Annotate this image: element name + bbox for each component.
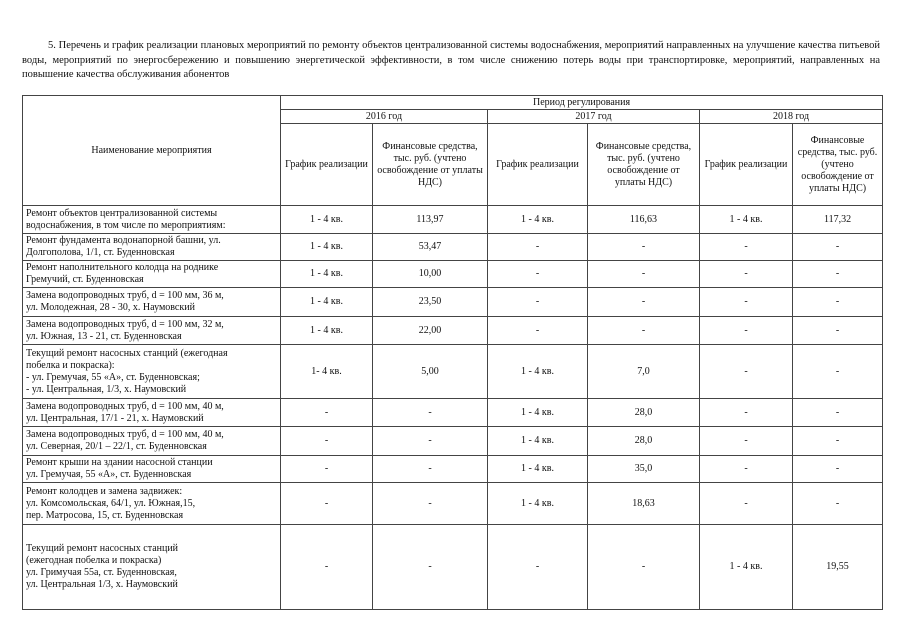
finance-2016-cell: -	[373, 483, 488, 525]
header-year-2016: 2016 год	[281, 110, 488, 124]
finance-2018-cell: -	[793, 427, 883, 456]
schedule-2017-cell: -	[488, 288, 588, 317]
measure-name-line: Замена водопроводных труб, d = 100 мм, 36 м,	[26, 290, 224, 301]
schedule-2017-cell: 1 - 4 кв.	[488, 206, 588, 234]
finance-2017-cell: 28,0	[588, 427, 700, 456]
schedule-2018-cell: -	[700, 399, 793, 427]
finance-2017-cell: 18,63	[588, 483, 700, 525]
finance-2016-cell: -	[373, 427, 488, 456]
measure-name-line: Ремонт наполнительного колодца на роднике	[26, 262, 219, 273]
schedule-2018-cell: -	[700, 427, 793, 456]
schedule-2016-cell: -	[281, 456, 373, 483]
header-schedule-2016: График реализации	[281, 124, 373, 206]
header-schedule-2018: График реализации	[700, 124, 793, 206]
finance-2017-cell: 35,0	[588, 456, 700, 483]
table-body	[23, 206, 883, 610]
measure-name-line: Ремонт колодцев и замена задвижек:	[26, 485, 183, 497]
header-year-2017: 2017 год	[488, 110, 700, 124]
intro-paragraph	[22, 39, 880, 83]
measure-name-cell	[23, 427, 281, 456]
finance-2018-cell: -	[793, 261, 883, 288]
table-row	[23, 399, 883, 427]
measure-name-cell	[23, 234, 281, 261]
table-row	[23, 345, 883, 399]
measure-name-line: (ежегодная побелка и покраска)	[26, 555, 162, 566]
finance-2018-cell: 117,32	[793, 206, 883, 234]
finance-2018-cell: -	[793, 345, 883, 399]
schedule-2017-cell: 1 - 4 кв.	[488, 399, 588, 427]
measure-name-cell	[23, 525, 281, 610]
schedule-2016-cell: -	[281, 525, 373, 610]
finance-2016-cell: -	[373, 525, 488, 610]
finance-2017-cell: -	[588, 317, 700, 345]
measure-name-line: Ремонт объектов централизованной системы	[26, 207, 218, 219]
measure-name-line: ул. Северная, 20/1 – 22/1, ст. Буденновская	[26, 441, 207, 452]
table-row	[23, 427, 883, 456]
table-row	[23, 234, 883, 261]
finance-2017-cell: 28,0	[588, 399, 700, 427]
measure-name-cell	[23, 345, 281, 399]
measure-name-line: водоснабжения, в том числе по мероприятиям:	[26, 219, 226, 231]
measure-name-line: Гремучий, ст. Буденновская	[26, 274, 144, 285]
finance-2016-cell: -	[373, 456, 488, 483]
measure-name-line: Долгополова, 1/1, ст. Буденновская	[26, 247, 175, 258]
schedule-2018-cell: -	[700, 234, 793, 261]
schedule-2016-cell: 1- 4 кв.	[281, 345, 373, 399]
schedule-2016-cell: -	[281, 483, 373, 525]
measure-name-cell	[23, 288, 281, 317]
measures-table	[22, 95, 883, 610]
table-row	[23, 288, 883, 317]
schedule-2016-cell: -	[281, 427, 373, 456]
finance-2018-cell: -	[793, 234, 883, 261]
finance-2017-cell: -	[588, 234, 700, 261]
measure-name-cell	[23, 317, 281, 345]
header-schedule-2017: График реализации	[488, 124, 588, 206]
schedule-2017-cell: 1 - 4 кв.	[488, 456, 588, 483]
measure-name-line: - ул. Центральная, 1/3, х. Наумовский	[26, 383, 187, 395]
schedule-2017-cell: -	[488, 261, 588, 288]
finance-2018-cell: 19,55	[793, 525, 883, 610]
schedule-2018-cell: -	[700, 456, 793, 483]
schedule-2017-cell: -	[488, 525, 588, 610]
header-year-2018: 2018 год	[700, 110, 883, 124]
measure-name-line: Ремонт фундамента водонапорной башни, ул.	[26, 235, 221, 246]
finance-2016-cell: 5,00	[373, 345, 488, 399]
finance-2018-cell: -	[793, 288, 883, 317]
header-measure-name: Наименование мероприятия	[23, 96, 281, 206]
table-row	[23, 206, 883, 234]
finance-2018-cell: -	[793, 399, 883, 427]
table-row	[23, 317, 883, 345]
header-finance-2017: Финансовые средства, тыс. руб. (учтено освобождение от уплаты НДС)	[588, 124, 700, 206]
schedule-2016-cell: 1 - 4 кв.	[281, 288, 373, 317]
schedule-2018-cell: -	[700, 288, 793, 317]
schedule-2018-cell: -	[700, 317, 793, 345]
measure-name-line: ул. Молодежная, 28 - 30, х. Наумовский	[26, 302, 195, 313]
schedule-2017-cell: -	[488, 234, 588, 261]
finance-2016-cell: -	[373, 399, 488, 427]
table-row	[23, 525, 883, 610]
measure-name-line: Замена водопроводных труб, d = 100 мм, 40 м,	[26, 400, 224, 412]
measure-name-cell	[23, 483, 281, 525]
finance-2016-cell: 53,47	[373, 234, 488, 261]
measure-name-line: Текущий ремонт насосных станций	[26, 543, 179, 554]
measure-name-line: Ремонт крыши на здании насосной станции	[26, 457, 213, 468]
measure-name-line: побелка и покраска):	[26, 359, 115, 371]
intro-text: 5. Перечень и график реализации плановых мероприятий по ремонту объектов централизованной системы водоснабжения, мероприятий направленных на улучшение качества питьевой воды, мероприятий по энергосбережению и повышению энергетической эффективности, в том числе снижению потерь воды при транспортировке, мероприятий, направленных на повышение качества обслуживания абонентов	[22, 40, 880, 80]
schedule-2016-cell: 1 - 4 кв.	[281, 317, 373, 345]
measure-name-line: Текущий ремонт насосных станций (ежегодная	[26, 347, 228, 359]
measure-name-line: ул. Южная, 13 - 21, ст. Буденновская	[26, 330, 182, 342]
schedule-2016-cell: -	[281, 399, 373, 427]
measure-name-line: Замена водопроводных труб, d = 100 мм, 32 м,	[26, 318, 224, 330]
finance-2017-cell: -	[588, 525, 700, 610]
finance-2016-cell: 23,50	[373, 288, 488, 317]
header-finance-2016: Финансовые средства, тыс. руб. (учтено освобождение от уплаты НДС)	[373, 124, 488, 206]
table-row	[23, 483, 883, 525]
measure-name-line: ул. Комсомольская, 64/1, ул. Южная,15,	[26, 497, 196, 509]
finance-2018-cell: -	[793, 483, 883, 525]
measure-name-line: Замена водопроводных труб, d = 100 мм, 40 м,	[26, 429, 224, 440]
finance-2016-cell: 22,00	[373, 317, 488, 345]
schedule-2017-cell: 1 - 4 кв.	[488, 427, 588, 456]
table-row	[23, 456, 883, 483]
measure-name-line: ул. Центральная 1/3, х. Наумовский	[26, 579, 178, 590]
table-row	[23, 261, 883, 288]
schedule-2017-cell: 1 - 4 кв.	[488, 345, 588, 399]
schedule-2016-cell: 1 - 4 кв.	[281, 261, 373, 288]
finance-2017-cell: -	[588, 261, 700, 288]
schedule-2017-cell: -	[488, 317, 588, 345]
measure-name-cell	[23, 206, 281, 234]
finance-2018-cell: -	[793, 456, 883, 483]
measure-name-cell	[23, 456, 281, 483]
schedule-2016-cell: 1 - 4 кв.	[281, 206, 373, 234]
measure-name-cell	[23, 399, 281, 427]
measure-name-line: - ул. Гремучая, 55 «А», ст. Буденновская;	[26, 371, 200, 383]
finance-2017-cell: 116,63	[588, 206, 700, 234]
header-finance-2018: Финансовые средства, тыс. руб. (учтено освобождение от уплаты НДС)	[793, 124, 883, 206]
schedule-2017-cell: 1 - 4 кв.	[488, 483, 588, 525]
finance-2016-cell: 10,00	[373, 261, 488, 288]
finance-2018-cell: -	[793, 317, 883, 345]
schedule-2018-cell: 1 - 4 кв.	[700, 206, 793, 234]
measure-name-cell	[23, 261, 281, 288]
schedule-2018-cell: -	[700, 483, 793, 525]
schedule-2018-cell: 1 - 4 кв.	[700, 525, 793, 610]
measure-name-line: ул. Гримучая 55а, ст. Буденновская,	[26, 567, 177, 578]
finance-2016-cell: 113,97	[373, 206, 488, 234]
finance-2017-cell: -	[588, 288, 700, 317]
schedule-2018-cell: -	[700, 345, 793, 399]
measure-name-line: ул. Гремучая, 55 «А», ст. Буденновская	[26, 469, 192, 480]
schedule-2018-cell: -	[700, 261, 793, 288]
finance-2017-cell: 7,0	[588, 345, 700, 399]
header-regulation-period: Период регулирования	[281, 96, 883, 110]
schedule-2016-cell: 1 - 4 кв.	[281, 234, 373, 261]
measure-name-line: ул. Центральная, 17/1 - 21, х. Наумовский	[26, 412, 204, 424]
measure-name-line: пер. Матросова, 15, ст. Буденновская	[26, 509, 184, 521]
